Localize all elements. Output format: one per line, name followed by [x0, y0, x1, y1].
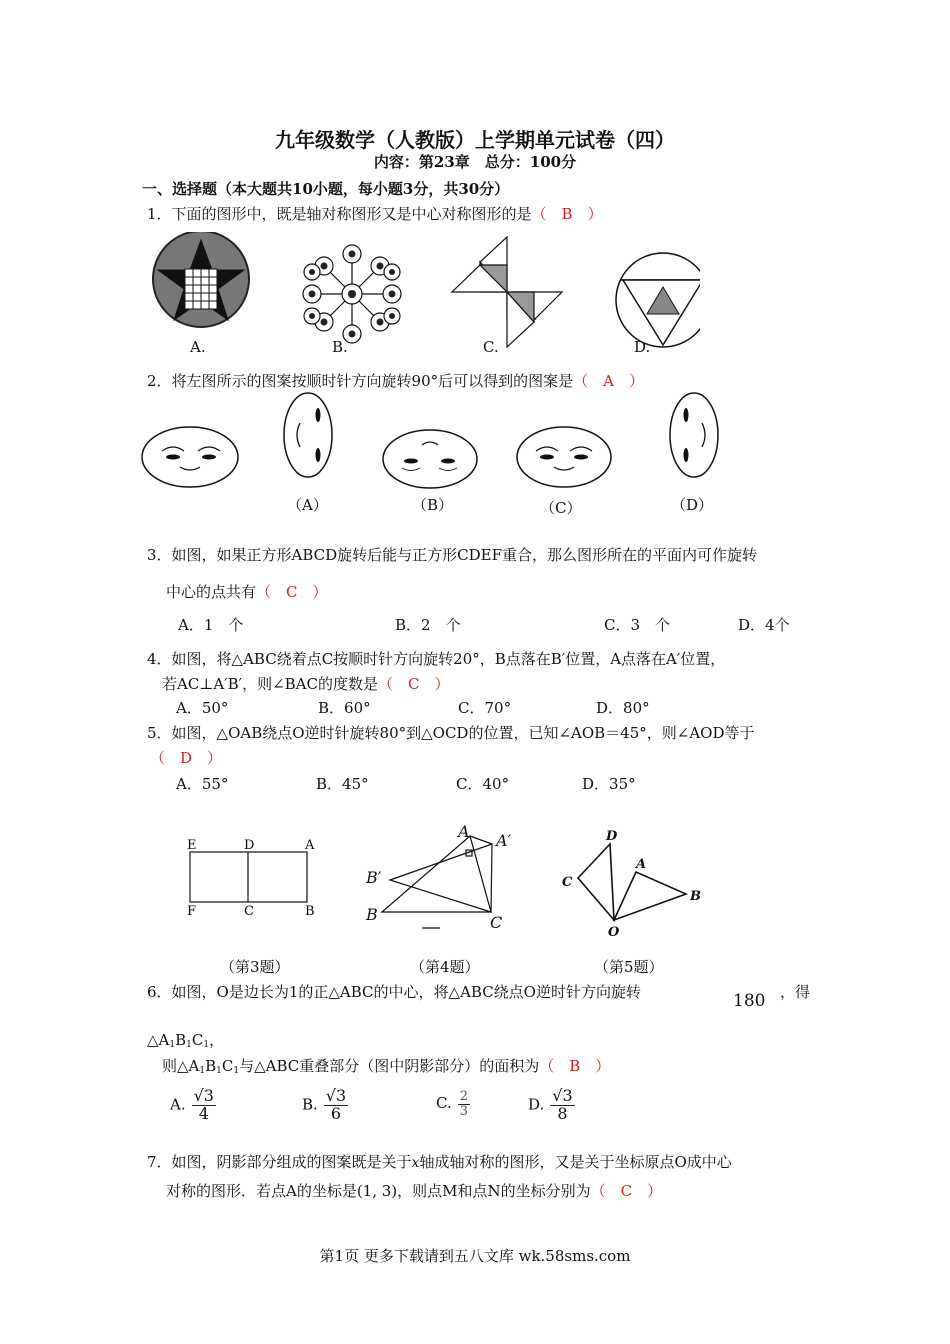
question-7-line2 — [166, 1180, 662, 1201]
q4-option-a: A．50° — [176, 699, 229, 717]
face-option-c — [517, 427, 611, 487]
figure-circle-flower — [303, 245, 401, 343]
question-2-answer: （ A ） — [573, 372, 644, 390]
question-7-answer: （ C ） — [590, 1182, 663, 1200]
q6-option-a: A. $\frac{√3}{4}$ — [170, 1086, 214, 1123]
figure-triangle-in-circle — [616, 253, 700, 347]
face-option-d — [670, 393, 718, 477]
q3-option-b: B．2 个 — [395, 616, 461, 634]
q3-option-d: D．4个 — [738, 616, 790, 634]
q4-option-b: B．60° — [318, 699, 371, 717]
caption-q4: （第4题） — [410, 958, 480, 976]
q1-label-b: B. — [332, 338, 348, 356]
q6-option-b: B. $\frac{√3}{6}$ — [302, 1086, 347, 1123]
question-7-text: 对称的图形．若点A的坐标是(1, 3)，则点M和点N的坐标分别为 — [166, 1182, 591, 1200]
q6-option-d: D. $\frac{√3}{8}$ — [528, 1086, 573, 1123]
question-1 — [147, 203, 603, 224]
q4-option-c: C．70° — [458, 699, 512, 717]
svg-text:E: E — [187, 838, 197, 853]
svg-text:A: A — [636, 857, 647, 872]
q2-label-a: （A） — [287, 496, 328, 514]
q4-option-d: D．80° — [596, 699, 650, 717]
q3-option-c: C．3 个 — [604, 616, 671, 634]
svg-text:O: O — [608, 925, 620, 940]
caption-q5: （第5题） — [594, 958, 664, 976]
question-1-answer: （ B ） — [531, 205, 603, 223]
q3-option-a: A．1 个 — [178, 616, 244, 634]
q5-option-c: C．40° — [456, 775, 510, 793]
q1-label-d: D. — [634, 338, 651, 356]
figure-q4-rotated-triangle — [365, 822, 512, 932]
q2-label-b: （B） — [412, 496, 454, 514]
question-4-text: 若AC⊥A′B′，则∠BAC的度数是 — [162, 675, 378, 693]
q2-label-d: （D） — [671, 496, 714, 514]
q1-label-a: A. — [190, 338, 206, 356]
figure-q3-squares — [187, 838, 315, 919]
question-5-answer: （ D ） — [150, 749, 223, 767]
svg-text:C: C — [244, 904, 254, 919]
q6-option-c: C. $\frac{2}{3}$ — [436, 1089, 468, 1119]
figures-q3-q5 — [170, 820, 730, 940]
page-footer: 第1页 更多下载请到五八文库 wk.58sms.com — [319, 1247, 631, 1265]
svg-text:C: C — [490, 913, 503, 932]
svg-text:B: B — [305, 904, 315, 919]
question-6-line1-end: ，得 — [780, 983, 811, 1001]
svg-text:C: C — [562, 875, 573, 890]
question-5-line1: 5．如图，△OAB绕点O逆时针旋转80°到△OCD的位置，已知∠AOB＝45°，则∠AOD等于 — [147, 724, 755, 742]
question-3-text: 中心的点共有 — [166, 583, 257, 601]
question-3-line1: 3．如图，如果正方形ABCD旋转后能与正方形CDEF重合，那么图形所在的平面内可作旋转 — [147, 546, 758, 564]
face-option-b — [383, 430, 477, 488]
q5-option-d: D．35° — [582, 775, 636, 793]
question-3-answer: （ C ） — [256, 583, 328, 601]
caption-q3: （第3题） — [220, 958, 290, 976]
face-option-a — [284, 393, 332, 477]
question-1-figures — [140, 232, 700, 357]
question-7-line1: 7．如图，阴影部分组成的图案既是关于x轴成轴对称的图形，又是关于坐标原点O成中心 — [147, 1153, 732, 1171]
svg-text:A: A — [458, 822, 470, 841]
q5-option-a: A．55° — [176, 775, 229, 793]
question-4-line2 — [162, 673, 449, 694]
question-6-angle: 180 — [733, 991, 766, 1011]
question-1-text: 1．下面的图形中，既是轴对称图形又是中心对称图形的是 — [147, 205, 532, 223]
svg-text:D: D — [606, 829, 618, 844]
question-4-line1: 4．如图，将△ABC绕着点C按顺时针方向旋转20°，B点落在B′位置，A点落在A′位置， — [147, 650, 726, 668]
svg-text:B: B — [690, 889, 701, 904]
svg-text:A: A — [305, 838, 315, 853]
figure-star-in-circle — [153, 232, 249, 327]
q2-label-c: （C） — [540, 499, 582, 517]
question-6-line1: 6．如图，O是边长为1的正△ABC的中心，将△ABC绕点O逆时针方向旋转 — [147, 983, 641, 1001]
question-2-text: 2．将左图所示的图案按顺时针方向旋转90°后可以得到的图案是 — [147, 372, 574, 390]
question-6-line3: 则$\triangle A_1B_1C_1$与△ABC重叠部分（图中阴影部分）的面积为（ B ） — [162, 1057, 611, 1076]
q5-option-b: B．45° — [316, 775, 369, 793]
question-6-line2: $\triangle A_1B_1C_1$， — [147, 1031, 225, 1050]
page-subtitle: 内容：第23章 总分：100分 — [373, 153, 577, 171]
section-heading: 一、选择题（本大题共10小题，每小题3分，共30分） — [142, 180, 510, 198]
svg-text:A′: A′ — [496, 831, 512, 850]
original-face — [142, 427, 238, 487]
q1-label-c: C. — [483, 338, 499, 356]
question-4-answer: （ C ） — [378, 675, 450, 693]
question-3-line2 — [166, 581, 328, 602]
question-6-answer: （ B ） — [539, 1057, 611, 1075]
figure-pinwheel — [452, 237, 562, 347]
page-title: 九年级数学（人教版）上学期单元试卷（四） — [275, 128, 675, 152]
svg-text:F: F — [187, 904, 197, 919]
figure-q5-rotation — [562, 829, 701, 940]
svg-text:B′: B′ — [366, 868, 382, 887]
svg-text:D: D — [244, 838, 255, 853]
svg-text:B: B — [366, 905, 378, 924]
question-2-faces — [140, 385, 740, 500]
